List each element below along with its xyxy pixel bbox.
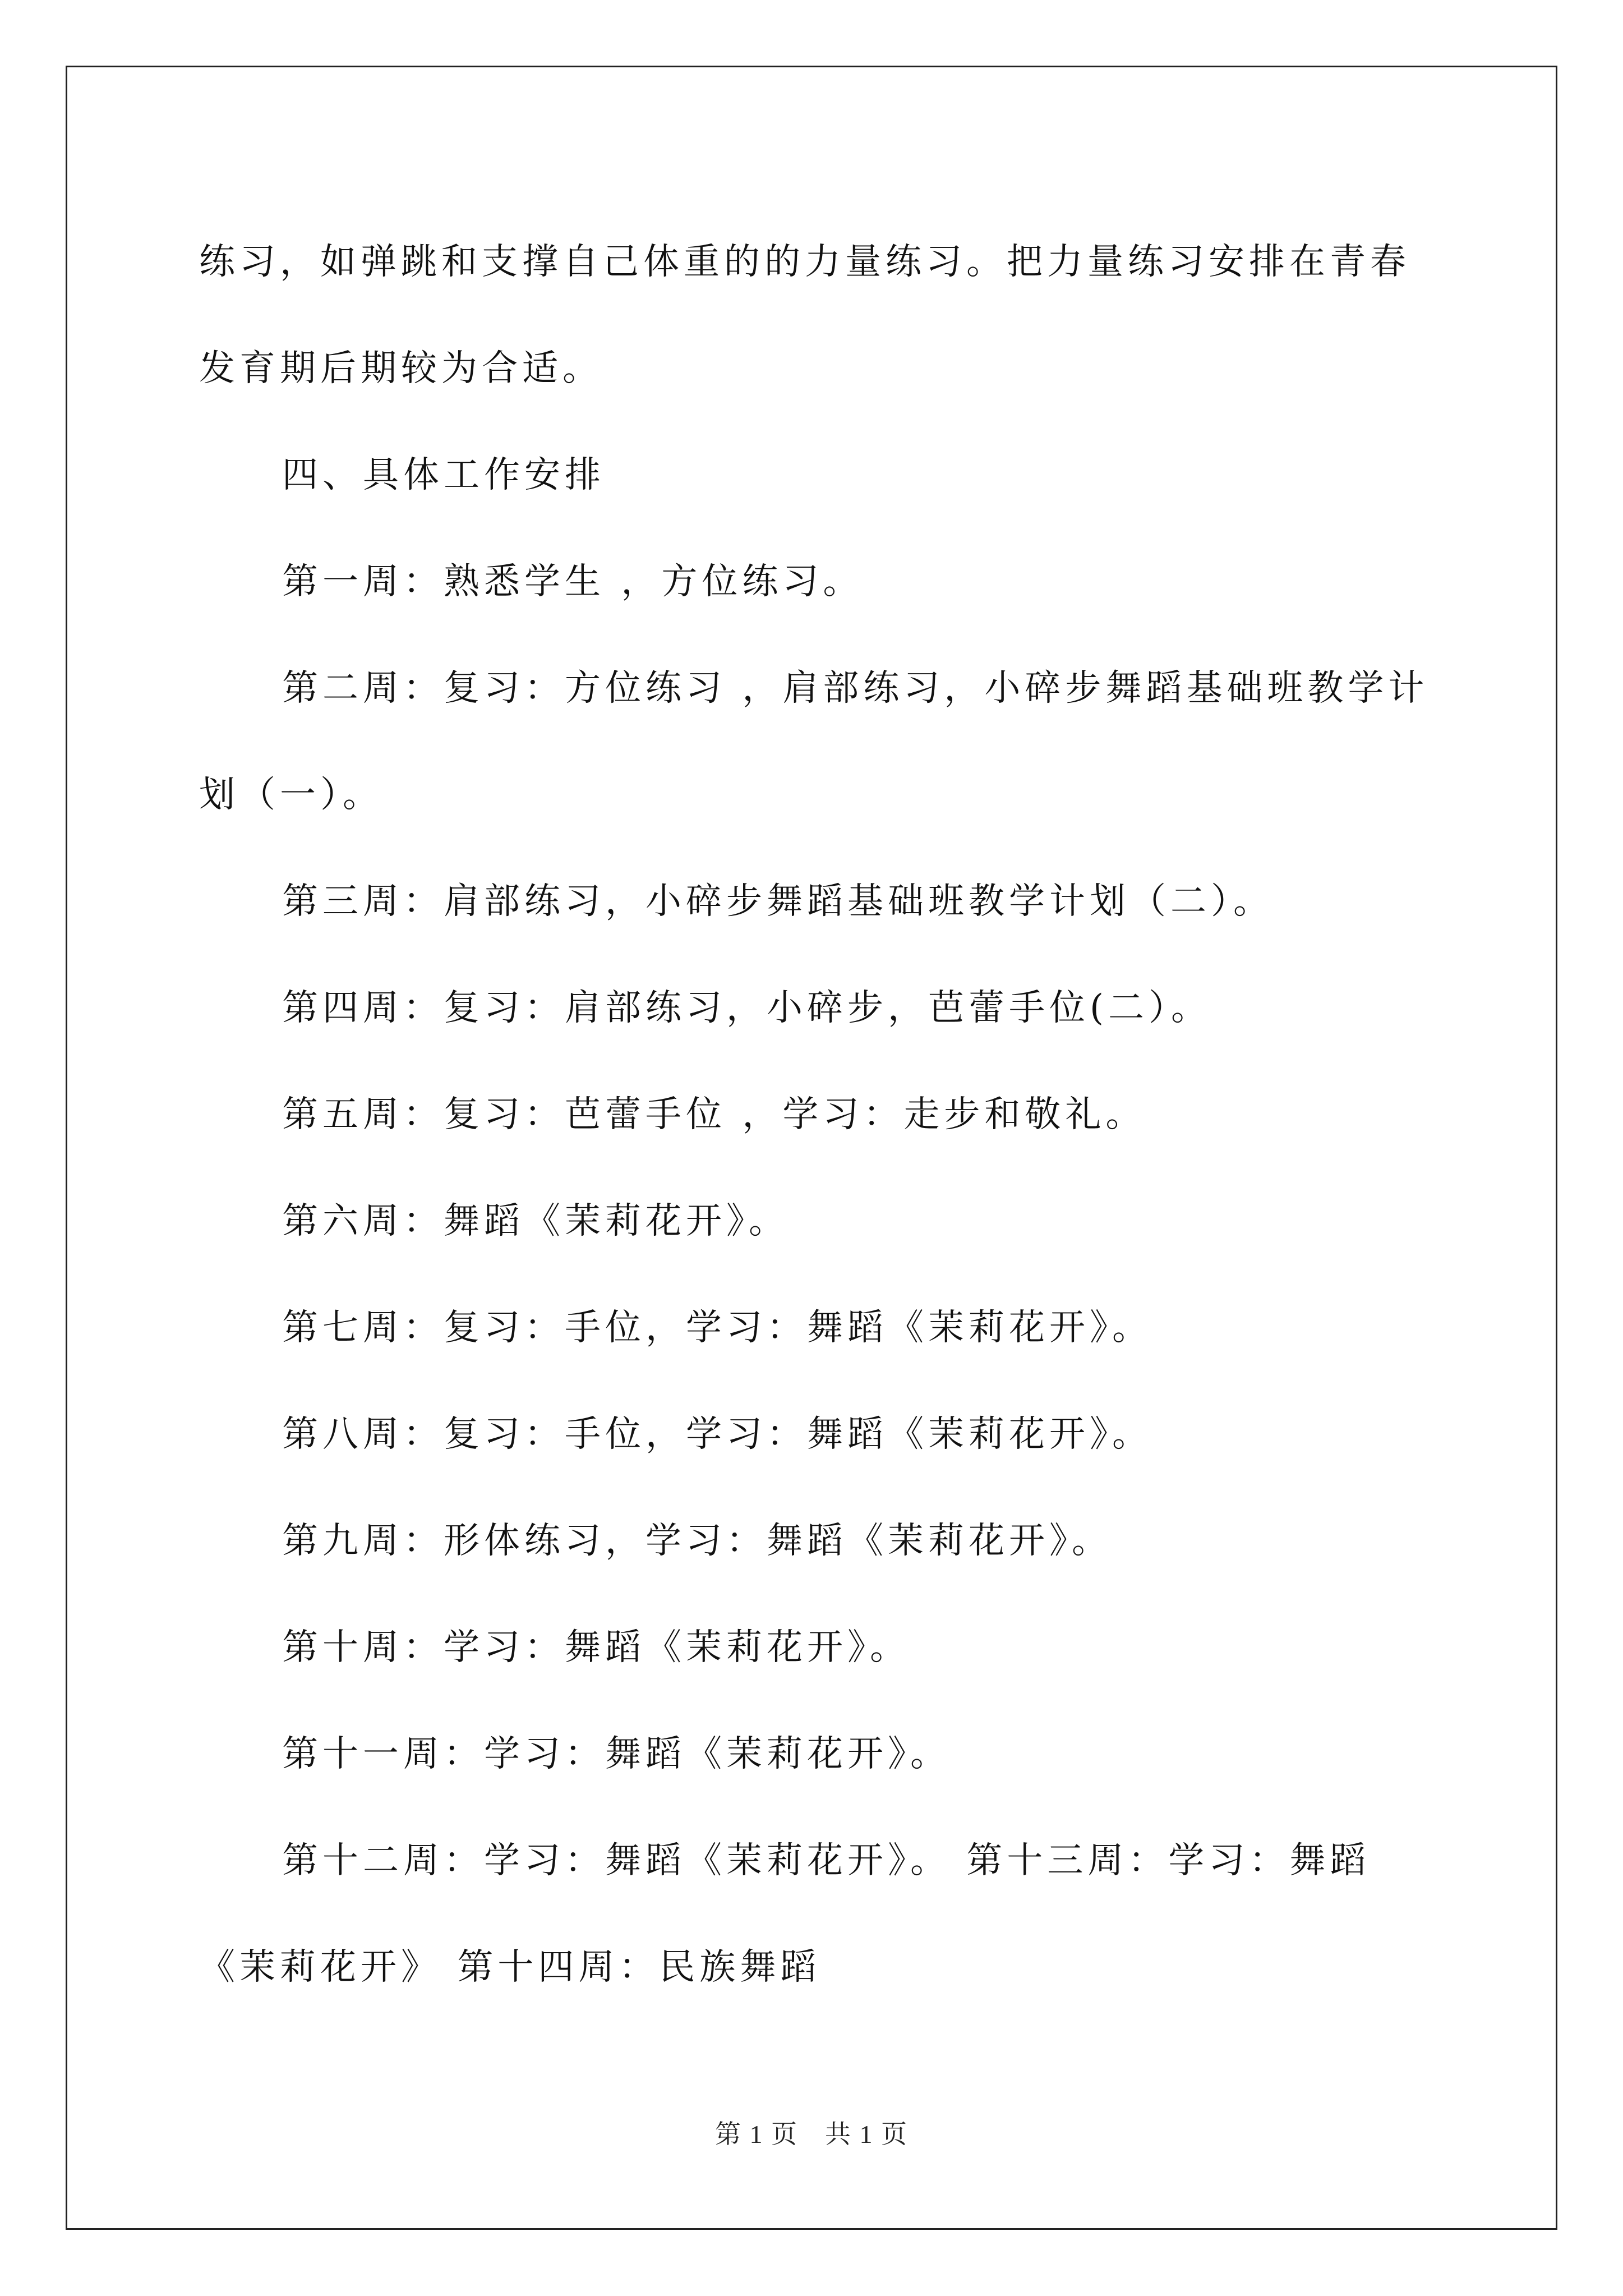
schedule-week-5: 第五周：复习：芭蕾手位 ，学习：走步和敬礼。 (282, 1094, 1146, 1135)
schedule-week-7: 第七周：复习：手位，学习：舞蹈《茉莉花开》。 (282, 1307, 1152, 1349)
paragraph-continuation: 练习，如弹跳和支撑自己体重的的力量练习。把力量练习安排在青春发育期后期较为合适。 (199, 241, 1410, 389)
section-heading: 四、具体工作安排 (282, 454, 605, 496)
schedule-week-8: 第八周：复习：手位，学习：舞蹈《茉莉花开》。 (282, 1414, 1152, 1455)
schedule-week-6: 第六周：舞蹈《茉莉花开》。 (282, 1200, 789, 1242)
schedule-week-12-14: 第十二周：学习：舞蹈《茉莉花开》。 第十三周：学习：舞蹈《茉莉花开》 第十四周：民族舞蹈 (199, 1840, 1371, 1988)
schedule-week-3: 第三周：肩部练习，小碎步舞蹈基础班教学计划（二）。 (282, 881, 1274, 922)
schedule-week-1: 第一周：熟悉学生 ，方位练习。 (282, 561, 864, 602)
schedule-week-4: 第四周：复习：肩部练习，小碎步，芭蕾手位(二）。 (282, 987, 1211, 1029)
schedule-week-9: 第九周：形体练习，学习：舞蹈《茉莉花开》。 (282, 1520, 1112, 1562)
schedule-week-10: 第十周：学习：舞蹈《茉莉花开》。 (282, 1627, 910, 1668)
schedule-week-2: 第二周：复习：方位练习 ，肩部练习，小碎步舞蹈基础班教学计划（一）。 (199, 668, 1429, 816)
schedule-week-11: 第十一周：学习：舞蹈《茉莉花开》。 (282, 1733, 951, 1775)
document-body (199, 209, 1433, 2021)
page-number-footer: 第 1 页 共 1 页 (715, 2120, 908, 2148)
